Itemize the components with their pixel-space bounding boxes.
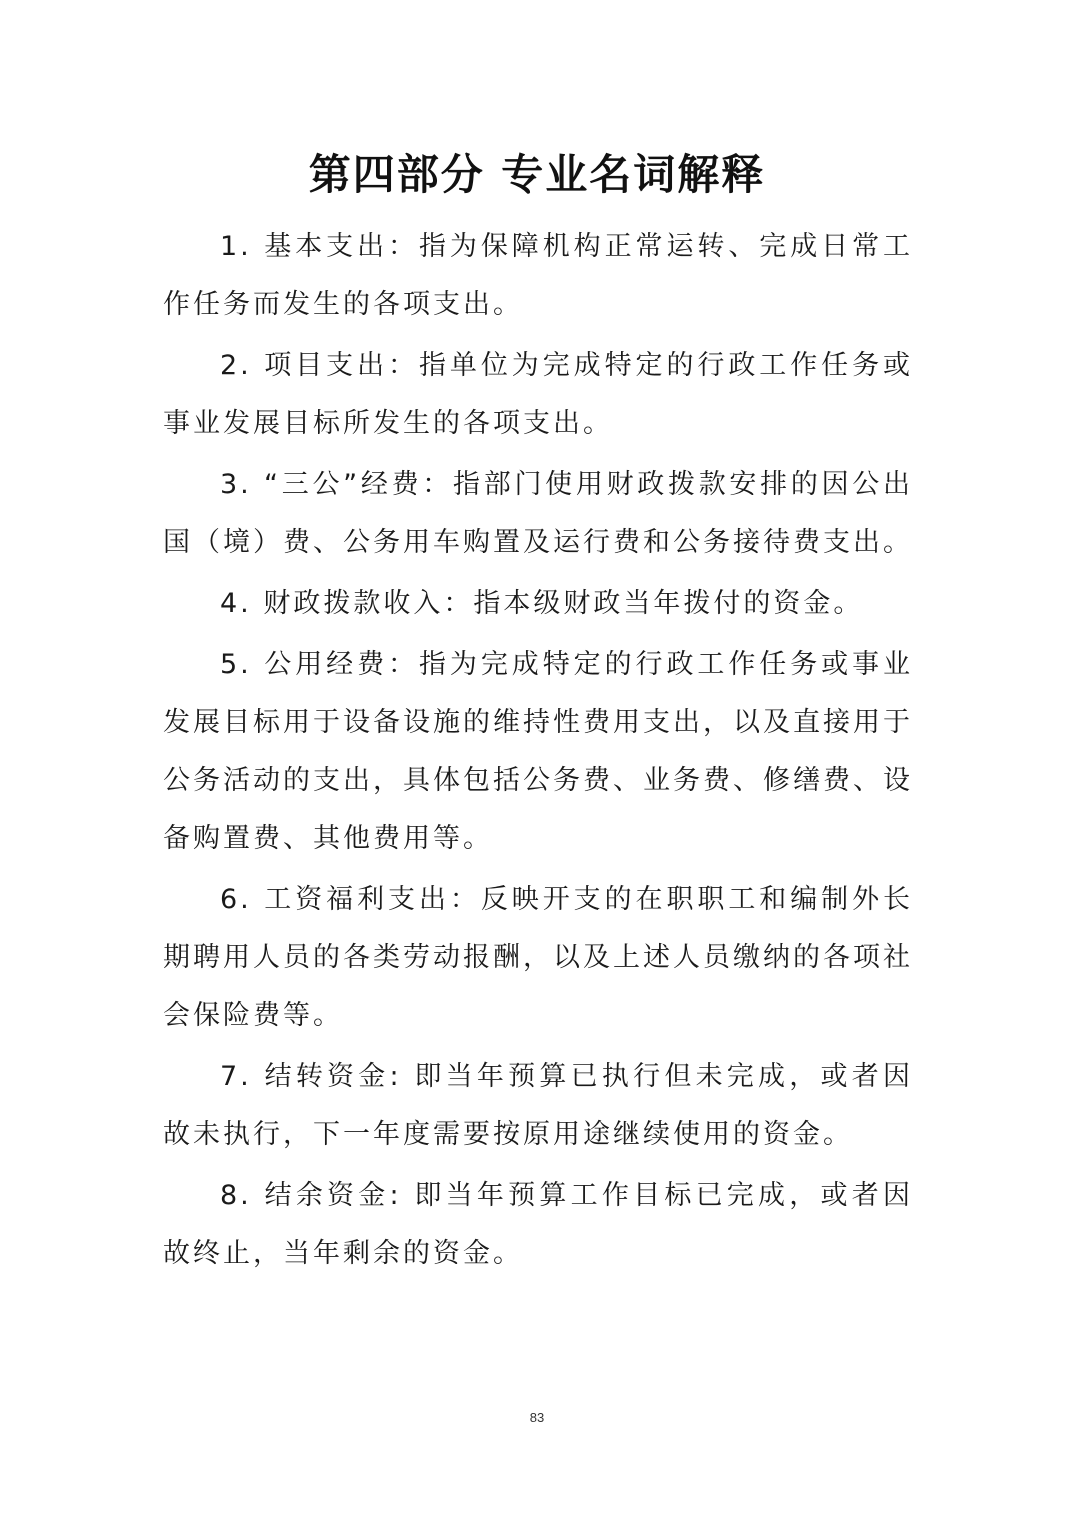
definition-carryover-funds: 7. 结转资金: 即当年预算已执行但未完成，或者因故未执行，下一年度需要按原用途继续使用的资金。 (163, 1061, 913, 1150)
page-number: 83 (529, 1410, 545, 1425)
definition-basic-expenditure: 1. 基本支出：指为保障机构正常运转、完成日常工作任务而发生的各项支出。 (163, 231, 913, 320)
definition-public-funds: 5. 公用经费：指为完成特定的行政工作任务或事业发展目标用于设备设施的维持性费用支出，以及直接用于公务活动的支出，具体包括公务费、业务费、修缮费、设备购置费、其他费用等。 (163, 649, 913, 854)
definition-project-expenditure: 2. 项目支出：指单位为完成特定的行政工作任务或事业发展目标所发生的各项支出。 (163, 350, 913, 439)
definition-three-public-expenses: 3. “三公”经费：指部门使用财政拨款安排的因公出国（境）费、公务用车购置及运行费和公务接待费支出。 (163, 469, 913, 558)
definition-wages-welfare: 6. 工资福利支出：反映开支的在职职工和编制外长期聘用人员的各类劳动报酬，以及上述人员缴纳的各项社会保险费等。 (163, 884, 913, 1031)
definition-surplus-funds: 8. 结余资金: 即当年预算工作目标已完成，或者因故终止，当年剩余的资金。 (163, 1180, 913, 1269)
definitions-list (163, 218, 913, 1286)
definition-fiscal-appropriation-income: 4. 财政拨款收入：指本级财政当年拨付的资金。 (220, 588, 864, 619)
page-title: 第四部分 专业名词解释 (308, 150, 766, 199)
